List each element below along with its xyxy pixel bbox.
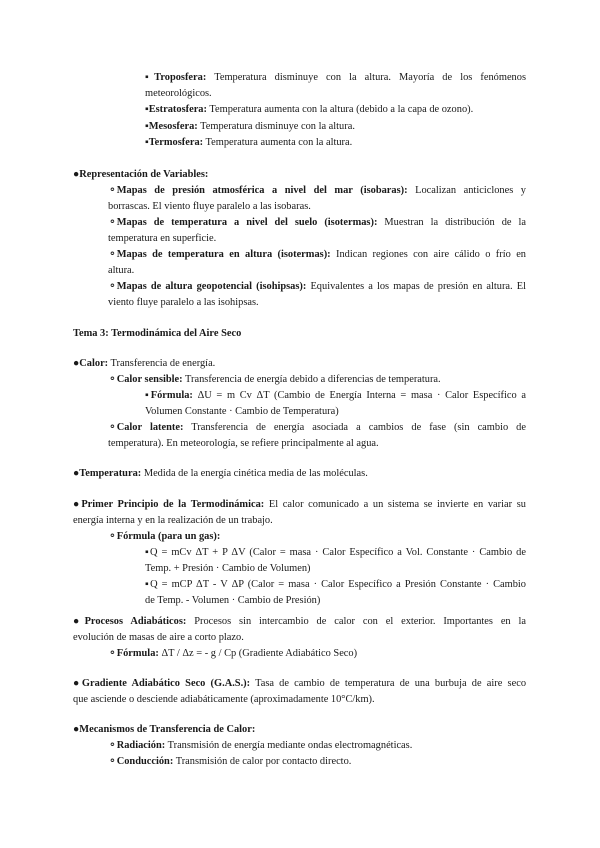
bullet: ▪ — [145, 121, 149, 132]
bullet: ● — [73, 169, 80, 180]
formula-du-cont: Volumen Constante · Cambio de Temperatura) — [145, 406, 339, 417]
term: Troposfera: — [154, 72, 207, 83]
bullet: ⚬ — [108, 531, 117, 542]
bullet: ▪ — [145, 390, 151, 401]
bullet: ● — [73, 358, 80, 369]
bullet: ▪ — [145, 137, 149, 148]
desc: Transferencia de energía asociada a cambios de fase (sin cambio de — [183, 422, 526, 433]
term: Calor latente: — [116, 422, 184, 433]
desc: Transmisión de calor por contacto directo. — [173, 756, 352, 767]
term: Conducción: — [116, 756, 174, 767]
primer-principio-cont: energía interna y en la realización de un trabajo. — [73, 515, 273, 526]
bullet: ⚬ — [108, 217, 117, 228]
desc: Muestran la distribución de la — [377, 217, 526, 228]
desc: Indican regiones con aire cálido o frío en — [330, 249, 526, 260]
term: Mapas de altura geopotencial (isohipsas): — [116, 281, 307, 292]
bullet: ▪ — [145, 104, 149, 115]
mesosfera-item — [145, 119, 355, 135]
term: Procesos Adiabáticos: — [84, 616, 187, 627]
desc: ΔU = m Cv ΔT (Cambio de Energía Interna = masa · Calor Específico a — [192, 390, 526, 401]
formula-cv-item — [145, 545, 526, 561]
desc: Procesos sin intercambio de calor con el exterior. Importantes en la — [186, 616, 527, 627]
isotermas-altura-item — [108, 247, 526, 263]
conduccion-item — [108, 754, 351, 770]
formula-gas-heading — [108, 529, 220, 545]
bullet: ⚬ — [108, 249, 117, 260]
calor-latente-item — [108, 420, 526, 436]
termosfera-item — [145, 135, 352, 151]
term: Temperatura: — [79, 468, 142, 479]
bullet: ⚬ — [108, 281, 117, 292]
desc: Q = mCP ΔT - V ΔP (Calor = masa · Calor Específico a Presión Constante · Cambio — [150, 579, 526, 590]
isobaras-cont: borrascas. El viento fluye paralelo a las isobaras. — [108, 201, 311, 212]
bullet: ▪ — [145, 579, 151, 590]
isotermas-suelo-cont: temperatura en superficie. — [108, 233, 217, 244]
procesos-cont: evolución de masas de aire a corto plazo. — [73, 632, 244, 643]
term: Primer Principio de la Termodinámica: — [81, 499, 265, 510]
desc: Transmisión de energía mediante ondas electromagnéticas. — [165, 740, 413, 751]
troposfera-cont: meteorológicos. — [145, 88, 212, 99]
bullet: ▪ — [145, 72, 155, 83]
bullet: ● — [73, 616, 85, 627]
desc: El calor comunicado a un sistema se invierte en variar su — [264, 499, 526, 510]
term: Mapas de temperatura en altura (isotermas): — [116, 249, 331, 260]
temperatura-item — [73, 466, 368, 482]
bullet: ⚬ — [108, 374, 117, 385]
desc: Medida de la energía cinética media de las moléculas. — [141, 468, 368, 479]
term: Fórmula: — [150, 390, 193, 401]
heading-text: Mecanismos de Transferencia de Calor: — [79, 724, 256, 735]
term: Termosfera: — [148, 137, 204, 148]
bullet: ⚬ — [108, 648, 117, 659]
procesos-item — [73, 614, 526, 630]
mecanismos-heading — [73, 722, 255, 738]
bullet: ⚬ — [108, 756, 117, 767]
bullet: ▪ — [145, 547, 151, 558]
isohipsas-cont: viento fluye paralelo a las isohipsas. — [108, 297, 259, 308]
representacion-heading — [73, 167, 208, 183]
bullet: ⚬ — [108, 185, 117, 196]
desc: Transferencia de energía. — [108, 358, 216, 369]
isohipsas-item — [108, 279, 526, 295]
troposfera-item — [145, 70, 526, 86]
desc: Equivalentes a los mapas de presión en altura. El — [306, 281, 526, 292]
primer-principio-item — [73, 497, 526, 513]
desc: Temperatura disminuye con la altura. — [197, 121, 355, 132]
calor-sensible-item — [108, 372, 441, 388]
term: Calor: — [79, 358, 109, 369]
heading-text: Representación de Variables: — [79, 169, 209, 180]
isotermas-suelo-item — [108, 215, 526, 231]
bullet: ⚬ — [108, 740, 117, 751]
section-title-text: Tema 3: Termodinámica del Aire Seco — [73, 328, 242, 339]
term: Calor sensible: — [116, 374, 183, 385]
desc: Temperatura aumenta con la altura. — [203, 137, 353, 148]
desc: Q = mCv ΔT + P ΔV (Calor = masa · Calor Específico a Vol. Constante · Cambio de — [150, 547, 526, 558]
desc: ΔT / Δz = - g / Cp (Gradiente Adiabático Seco) — [158, 648, 358, 659]
desc: Temperatura aumenta con la altura (debido a la capa de ozono). — [206, 104, 474, 115]
formula-gradiente-item — [108, 646, 357, 662]
radiacion-item — [108, 738, 412, 754]
desc: Tasa de cambio de temperatura de una burbuja de aire seco — [250, 678, 527, 689]
term: Fórmula: — [116, 648, 159, 659]
estratosfera-item — [145, 102, 473, 118]
bullet: ⚬ — [108, 422, 117, 433]
bullet: ● — [73, 678, 82, 689]
bullet: ● — [73, 724, 80, 735]
section-title — [73, 326, 241, 342]
formula-cp-item — [145, 577, 526, 593]
isobaras-item — [108, 183, 526, 199]
term: Fórmula (para un gas): — [116, 531, 221, 542]
gradiente-cont: que asciende o desciende adiabáticamente (aproximadamente 10°C/km). — [73, 694, 375, 705]
bullet: ● — [73, 468, 80, 479]
bullet: ● — [73, 499, 82, 510]
desc: Localizan anticiclones y — [407, 185, 526, 196]
desc: Transferencia de energía debido a diferencias de temperatura. — [182, 374, 441, 385]
calor-latente-cont: temperatura). En meteorología, se refiere principalmente al agua. — [108, 438, 379, 449]
term: Radiación: — [116, 740, 166, 751]
formula-cp-cont: de Temp. - Volumen · Cambio de Presión) — [145, 595, 321, 606]
term: Mapas de temperatura a nivel del suelo (isotermas): — [116, 217, 378, 228]
term: Mapas de presión atmosférica a nivel del mar (isobaras): — [116, 185, 408, 196]
desc: Temperatura disminuye con la altura. Mayoría de los fenómenos — [206, 72, 526, 83]
isotermas-altura-cont: altura. — [108, 265, 135, 276]
gradiente-item — [73, 676, 526, 692]
term: Mesosfera: — [148, 121, 198, 132]
formula-du-item — [145, 388, 526, 404]
term: Estratosfera: — [148, 104, 207, 115]
formula-cv-cont: Temp. + Presión · Cambio de Volumen) — [145, 563, 311, 574]
term: Gradiente Adiabático Seco (G.A.S.): — [81, 678, 251, 689]
calor-item — [73, 356, 215, 372]
